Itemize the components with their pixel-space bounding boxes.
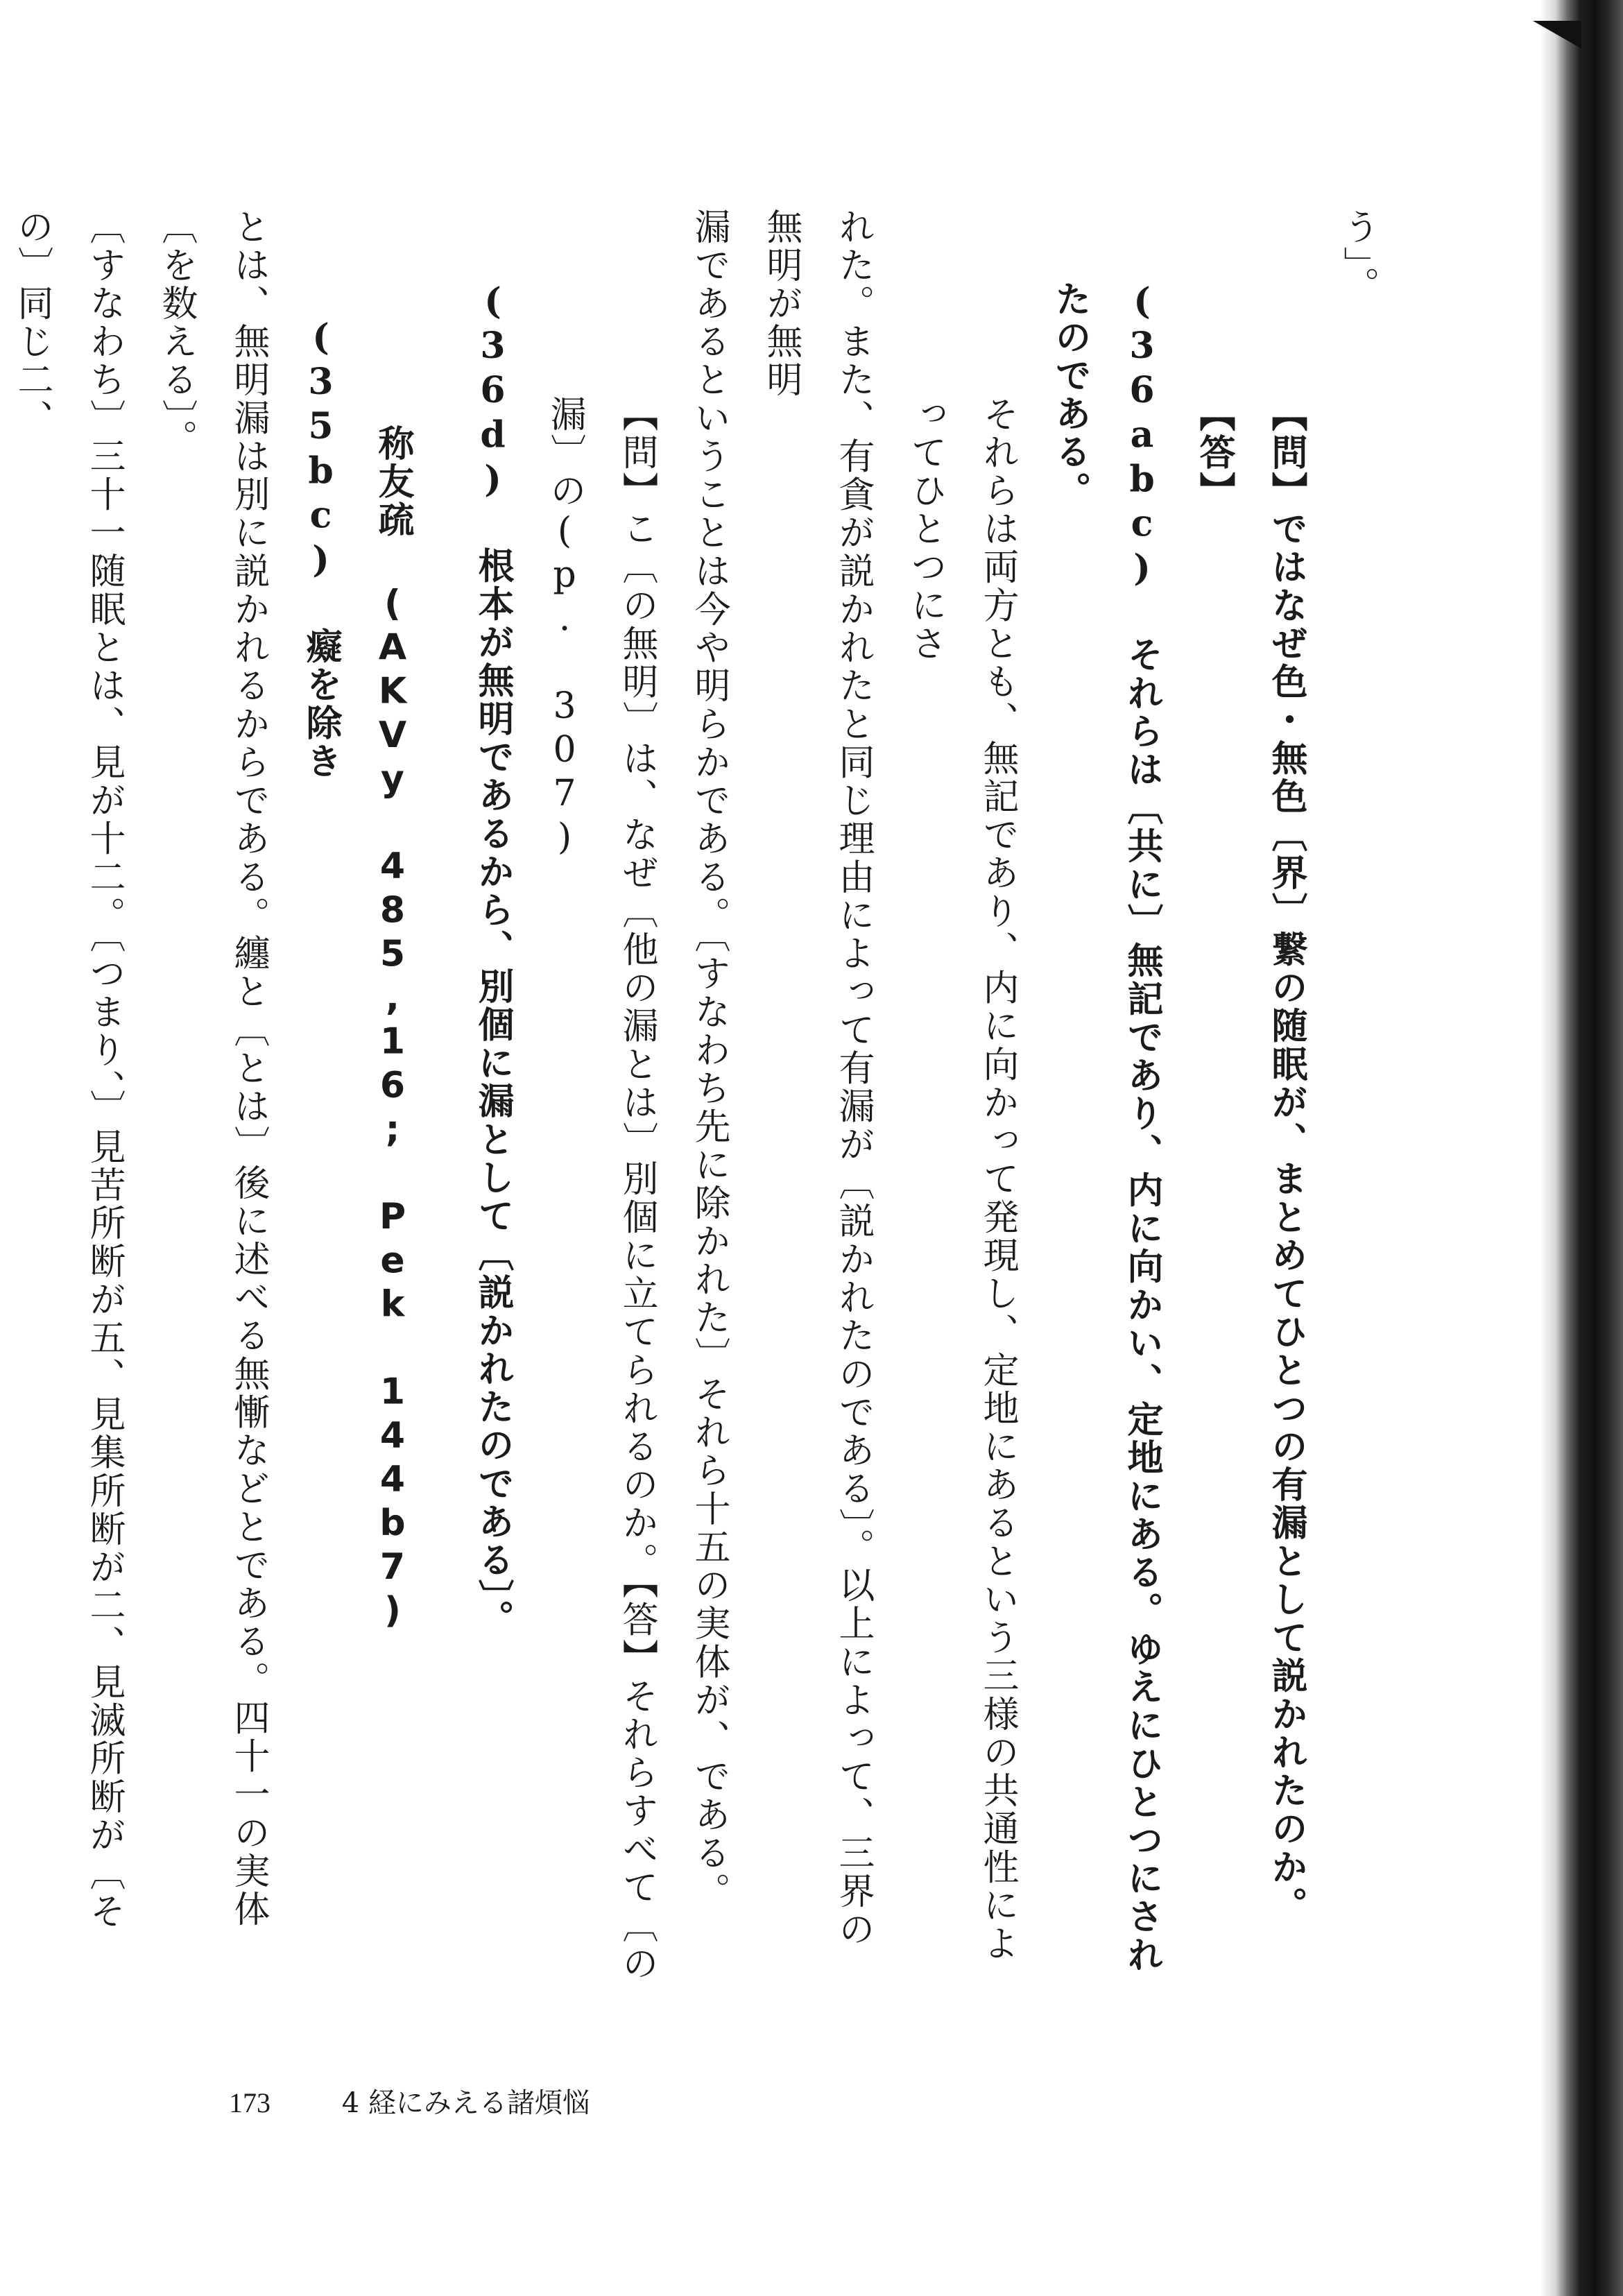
page-number: 173 [229, 2087, 270, 2118]
verse-line: (36abc) それらは〔共に〕無記であり、内に向かい、定地にある。ゆえにひとつにされたのである。 [1049, 280, 1163, 1975]
text-line: う」。 [1337, 208, 1379, 305]
question-line: 【問】ではなぜ色・無色〔界〕繋の随眠が、まとめてひとつの有漏として説かれたのか。【答】 [1193, 395, 1307, 1926]
verse-line: (35bc) 癡を除き [300, 316, 342, 781]
verse-line: (36d) 根本が無明であるから、別個に漏として〔説かれたのである〕。 [472, 280, 514, 1638]
chapter-title: 4 経にみえる諸煩悩 [341, 2087, 590, 2119]
text-line: 〔すなわち〕三十一随眠とは、見が十二。〔つまり、〕見苦所断が五、見集所断が二、見滅所断が〔その〕同じ二、 [11, 208, 125, 1931]
text-line: れた。また、有貪が説かれたと同じ理由によって有漏が〔説かれたのである〕。以上によって、三界の無明が無明 [760, 208, 874, 1949]
book-binding-shadow [1540, 0, 1623, 2296]
commentary-header: 称友疏 (AKVy 485,16; Pek 144b7) [372, 425, 413, 1634]
text-line: それらは両方とも、無記であり、内に向かって発現し、定地にあるという三様の共通性によってひとつにさ [904, 395, 1018, 1964]
question-line: 【問】こ〔の無明〕は、なぜ〔他の漏とは〕別個に立てられるのか。【答】それらすべて〔の漏〕の(p. 307) [544, 395, 658, 1984]
page-footer [229, 2081, 590, 2121]
text-line: とは、無明漏は別に説かれるからである。纏と〔とは〕後に述べる無慚などとである。四十一の実体〔を数える〕。 [155, 208, 269, 1929]
corner-mark [1533, 21, 1581, 49]
text-line: 漏であるということは今や明らかである。〔すなわち先に除かれた〕それら十五の実体が、である。 [688, 208, 730, 1911]
page-body [11, 208, 1394, 1984]
